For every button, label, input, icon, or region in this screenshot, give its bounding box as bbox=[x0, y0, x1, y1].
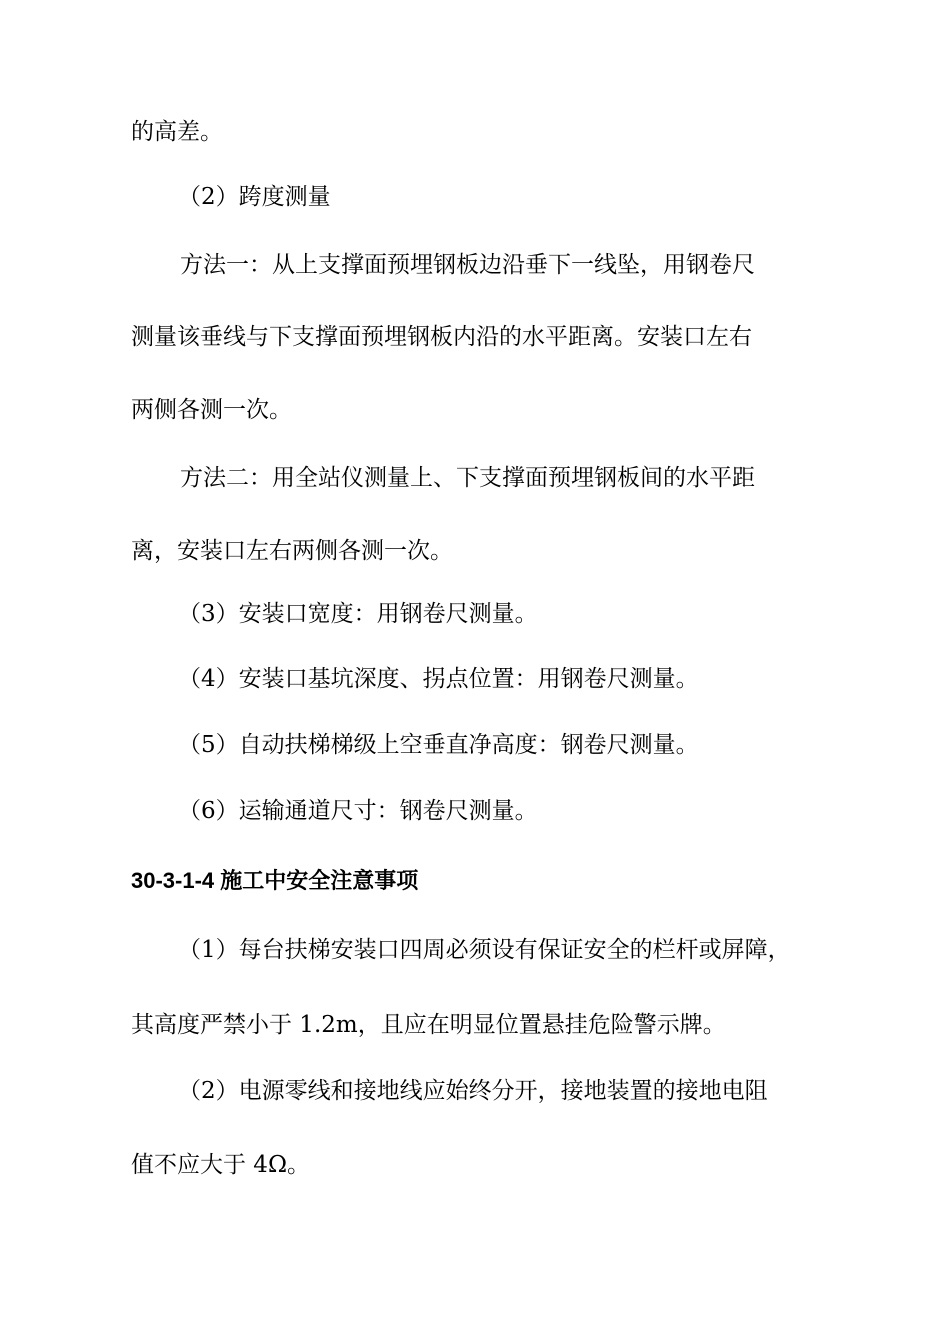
paragraph-line: 离，安装口左右两侧各测一次。 bbox=[131, 538, 453, 564]
subheading-span-measurement: （2）跨度测量 bbox=[178, 184, 331, 210]
paragraph-line: 测量该垂线与下支撑面预埋钢板内沿的水平距离。安装口左右 bbox=[131, 324, 752, 350]
paragraph-line: 方法一：从上支撑面预埋钢板边沿垂下一线坠，用钢卷尺 bbox=[180, 252, 755, 278]
paragraph-line: 值不应大于 4Ω。 bbox=[131, 1152, 311, 1178]
paragraph-line: 两侧各测一次。 bbox=[131, 397, 292, 423]
paragraph-line: 的高差。 bbox=[131, 119, 223, 145]
section-heading: 30-3-1-4 施工中安全注意事项 bbox=[131, 868, 419, 893]
paragraph-line: （2）电源零线和接地线应始终分开，接地装置的接地电阻 bbox=[178, 1078, 768, 1104]
paragraph-line: 方法二：用全站仪测量上、下支撑面预埋钢板间的水平距 bbox=[180, 465, 755, 491]
paragraph-line: 其高度严禁小于 1.2m，且应在明显位置悬挂危险警示牌。 bbox=[131, 1012, 726, 1038]
list-item: （5）自动扶梯梯级上空垂直净高度：钢卷尺测量。 bbox=[178, 732, 699, 758]
list-item: （4）安装口基坑深度、拐点位置：用钢卷尺测量。 bbox=[178, 666, 699, 692]
list-item: （6）运输通道尺寸：钢卷尺测量。 bbox=[178, 798, 538, 824]
paragraph-line: （1）每台扶梯安装口四周必须设有保证安全的栏杆或屏障， bbox=[178, 937, 791, 963]
list-item: （3）安装口宽度：用钢卷尺测量。 bbox=[178, 601, 538, 627]
